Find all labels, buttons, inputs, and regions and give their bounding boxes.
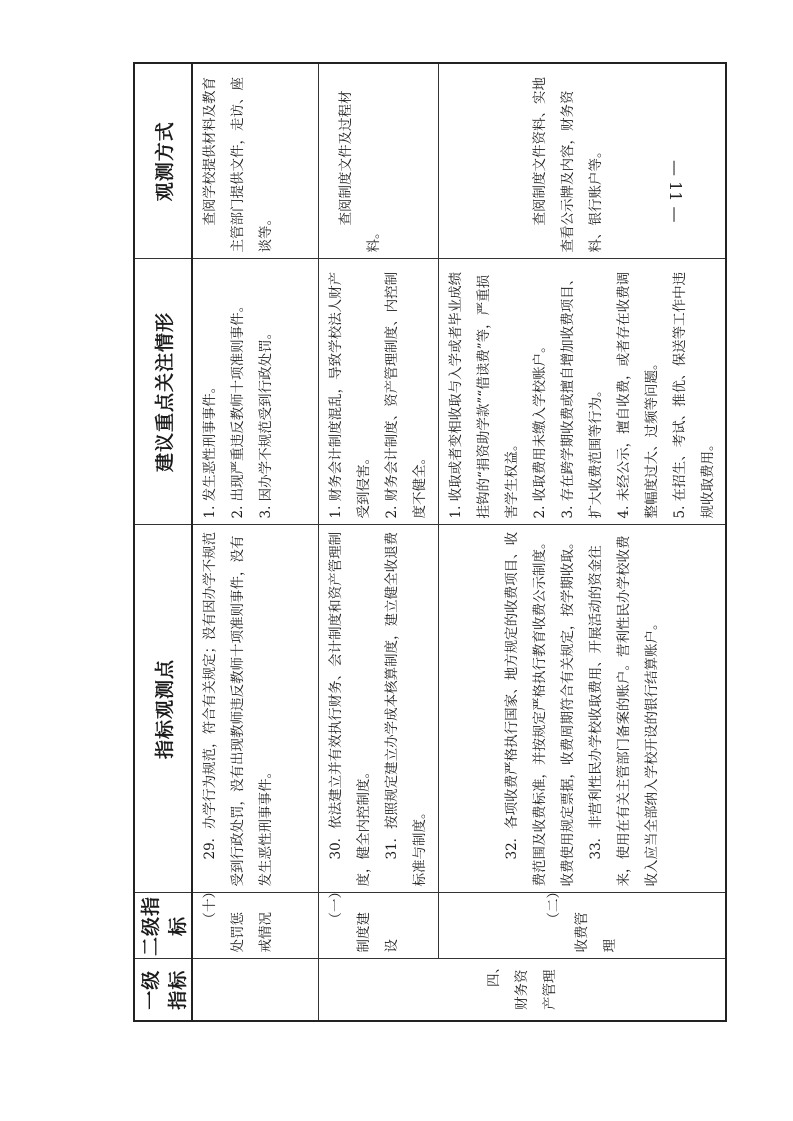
cell-level2-system [318,885,438,959]
focus-item: 2. 财务会计制度、资产管理制度、内控制度不健全。 [383,271,428,519]
spacer [442,70,526,253]
level2-penalty-label: （十）处罚惩戒情况 [202,885,274,953]
focus-item: 1. 财务会计制度混乱，导致学校法人财产受到侵害。 [327,271,372,519]
page-number-text: — 11 — [666,160,685,223]
focus-item: 3. 存在跨学期收费或擅自增加收费项目、扩大收费范围等行为。 [559,271,604,519]
point-30-text: 30．依法建立并有效执行财务、会计制度和资产管理制度，健全内控制度。 [327,531,372,887]
level2-fees-label: （二）收费管理 [545,885,618,953]
level1-finance-label: 四、财务资产管理 [485,960,558,1010]
focus-item: 5. 在招生、考试、推优、保送等工作中违规收取费用。 [671,271,716,519]
point-31-text: 31．按照规定建立办学成本核算制度，建立健全收退费标准与制度。 [383,531,428,887]
cell-level2-penalty [192,885,318,959]
cell-level1-empty [192,959,318,1021]
method-system-text: 查阅制度文件及过程材料。 [337,90,382,253]
focus-item: 2. 出现严重违反教师十项准则事件。 [230,298,246,519]
point-32-text: 32．各项收费严格执行国家、地方规定的收费项目、收费范围及收费标准，并按规定严格执行教育收费公示制度。收费使用规定票据，收费周期符合有关规定，按学期收取。 [503,531,576,887]
cell-point-29 [192,525,318,893]
focus-item: 1. 收取或者变相收取与入学或者毕业成绩挂钩的“捐资助学款”“借读费”等，严重损害学生权益。 [447,271,520,519]
header-method: 观测方式 [134,63,192,259]
focus-item: 1. 发生恶性刑事事件。 [202,379,218,519]
cell-level1-finance [318,959,726,1021]
cell-method-system [318,63,438,259]
cell-level2-fees [438,885,726,959]
table-row-penalty [192,63,318,1021]
point-33-text: 33．非营利性民办学校收取费用、开展活动的资金往来，使用在有关主管部门备案的账户。营利性民办学校收费收入应当全部纳入学校开设的银行结算账户。 [587,535,660,887]
cell-points-32-33 [438,525,726,893]
indicator-table-container [133,64,716,1022]
spacer [322,70,332,253]
focus-item: 3. 因办学不规范受到行政处罚。 [258,325,274,519]
header-point: 指标观测点 [134,525,192,893]
cell-method-penalty [192,63,318,259]
spacer [442,532,498,887]
method-fees-text: 查阅制度文件资料、实地查看公示牌及内容，财务资料、银行账户等。 [531,77,604,253]
header-focus: 建议重点关注情形 [134,259,192,525]
header-level1: 一级指标 [134,959,192,1021]
page-number [666,160,690,223]
header-level2: 二级指标 [134,893,192,959]
cell-focus-fees [438,259,726,525]
cell-points-30-31 [318,525,438,893]
table-header-row [134,63,192,1021]
indicator-table [133,62,727,1022]
focus-item: 4. 未经公示，擅自收费，或者存在收费调整幅度过大、过频等问题。 [615,271,660,519]
method-penalty-text: 查阅学校提供材料及教育主管部门提供文件，走访、座谈等。 [202,77,274,253]
table-row-system [318,63,438,1021]
level2-system-label: （一）制度建设 [327,885,400,953]
cell-focus-system [318,259,438,525]
cell-focus-penalty [192,259,318,525]
focus-item: 2. 收取费用未缴入学校账户。 [531,339,548,519]
point-29-text: 29．办学行为规范，符合有关规定；没有因办学不规范受到行政处罚，没有出现教师违反教师十项准则事件，没有发生恶性刑事事件。 [202,531,274,887]
